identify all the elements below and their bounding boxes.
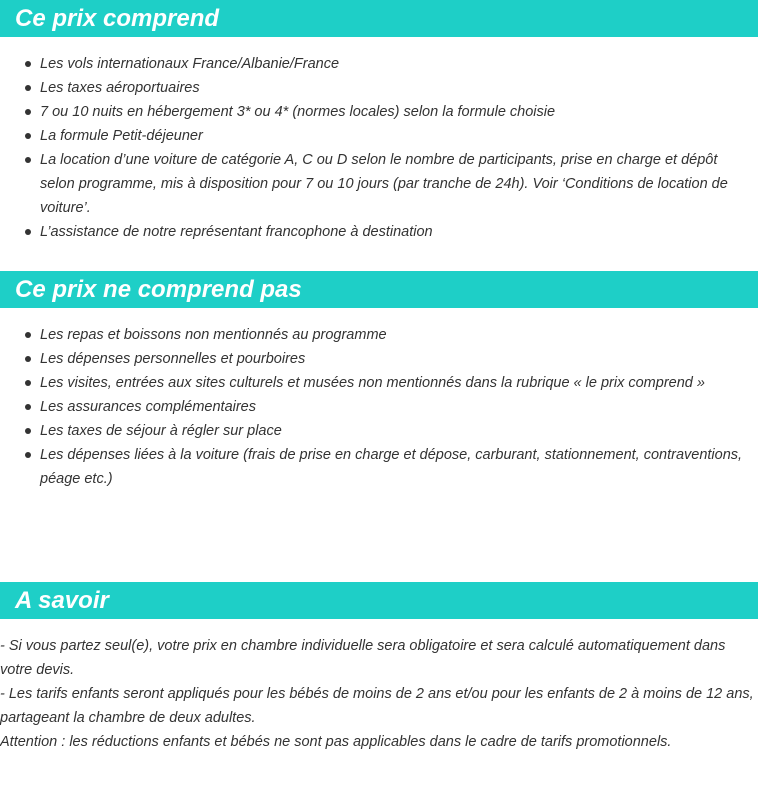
list-item-text: Les repas et boissons non mentionnés au programme bbox=[40, 327, 387, 343]
bullet-icon bbox=[25, 157, 31, 163]
bullet-icon bbox=[25, 380, 31, 386]
list-item bbox=[0, 148, 758, 220]
list-item bbox=[0, 76, 758, 100]
bullet-icon bbox=[25, 133, 31, 139]
list-item bbox=[0, 52, 758, 76]
list-item-text: Les dépenses liées à la voiture (frais de prise en charge et dépose, carburant, stationnement, contraventions, péage etc.) bbox=[40, 447, 743, 487]
bullet-icon bbox=[25, 85, 31, 91]
list-item-text: La formule Petit-déjeuner bbox=[40, 128, 203, 144]
section-title-excluded: Ce prix ne comprend pas bbox=[15, 276, 302, 303]
list-item-text: L’assistance de notre représentant francophone à destination bbox=[40, 224, 433, 240]
bullet-icon bbox=[25, 452, 31, 458]
list-item-text: Les vols internationaux France/Albanie/France bbox=[40, 56, 340, 72]
list-item bbox=[0, 395, 758, 419]
list-item-text: Les dépenses personnelles et pourboires bbox=[40, 351, 306, 367]
list-item bbox=[0, 419, 758, 443]
bullet-icon bbox=[25, 404, 31, 410]
list-item-text: Les taxes de séjour à régler sur place bbox=[40, 423, 282, 439]
info-line-child-rates: - Les tarifs enfants seront appliqués pour les bébés de moins de 2 ans et/ou pour les enfants de 2 à moins de 12 ans, partageant la chambre de deux adultes. bbox=[0, 686, 754, 726]
list-item-text: Les assurances complémentaires bbox=[40, 399, 256, 415]
bullet-icon bbox=[25, 428, 31, 434]
info-line-attention: Attention : les réductions enfants et bébés ne sont pas applicables dans le cadre de tarifs promotionnels. bbox=[0, 734, 672, 750]
list-item bbox=[0, 100, 758, 124]
section-title-included: Ce prix comprend bbox=[15, 5, 220, 32]
bullet-icon bbox=[25, 109, 31, 115]
list-item bbox=[0, 371, 758, 395]
section-header-excluded bbox=[0, 271, 758, 308]
bullet-icon bbox=[25, 332, 31, 338]
list-item bbox=[0, 220, 758, 244]
list-item-text: Les visites, entrées aux sites culturels et musées non mentionnés dans la rubrique « le prix comprend » bbox=[40, 375, 705, 391]
section-header-included bbox=[0, 0, 758, 37]
bullet-icon bbox=[25, 61, 31, 67]
list-item-text: 7 ou 10 nuits en hébergement 3* ou 4* (normes locales) selon la formule choisie bbox=[40, 104, 556, 120]
excluded-list bbox=[0, 323, 758, 491]
list-item-text: La location d’une voiture de catégorie A, C ou D selon le nombre de participants, prise en charge et dépôt selon programme, mis à disposition pour 7 ou 10 jours (par tranche de 24h). Voir ‘Conditions de location de voiture’. bbox=[40, 152, 728, 216]
bullet-icon bbox=[25, 229, 31, 235]
section-title-info: A savoir bbox=[15, 587, 109, 614]
included-list bbox=[0, 52, 758, 244]
list-item bbox=[0, 347, 758, 371]
list-item-text: Les taxes aéroportuaires bbox=[40, 80, 200, 96]
section-header-info bbox=[0, 582, 758, 619]
list-item bbox=[0, 124, 758, 148]
info-line-single-supplement: - Si vous partez seul(e), votre prix en chambre individuelle sera obligatoire et sera calculé automatiquement dans votre devis. bbox=[0, 638, 726, 678]
list-item bbox=[0, 443, 758, 491]
bullet-icon bbox=[25, 356, 31, 362]
list-item bbox=[0, 323, 758, 347]
info-notes bbox=[0, 634, 756, 754]
